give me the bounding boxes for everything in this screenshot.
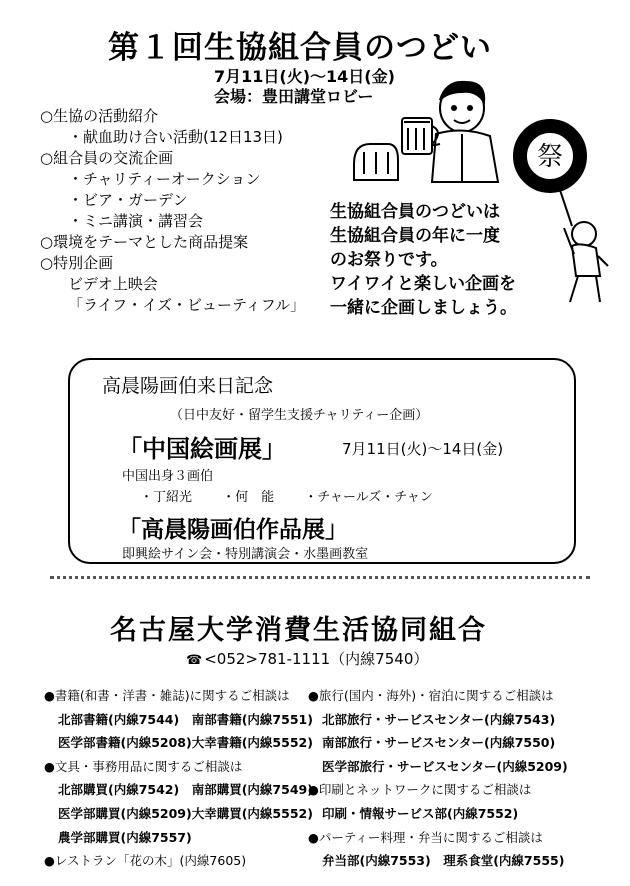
- list-item: ○環境をテーマとした商品提案: [40, 233, 249, 251]
- list-item: ビデオ上映会: [68, 275, 158, 293]
- contact-entry: 印刷・情報サービス部(内線7552): [322, 805, 519, 821]
- painter-name: ・何 能: [222, 490, 275, 505]
- contact-entry: 弁当部(内線7553) 理系食堂(内線7555): [322, 853, 565, 869]
- message-line: 一緒に企画しましょう。: [330, 298, 517, 318]
- contact-category: ●パーティー料理・弁当に関するご相談は: [308, 829, 543, 845]
- contact-category: ●文具・事務用品に関するご相談は: [44, 758, 243, 774]
- contact-category: ●書籍(和書・洋書・雑誌)に関するご相談は: [44, 688, 290, 703]
- list-item: ・ミニ講演・講習会: [68, 212, 204, 230]
- phone-number: <052>781-1111（内線7540）: [204, 650, 429, 668]
- message-line: 生協組合員のつどいは: [330, 202, 500, 222]
- festival-message: [330, 200, 517, 320]
- message-line: のお祭りです。: [330, 250, 448, 270]
- painter-name: ・チャールズ・チャン: [304, 490, 433, 505]
- list-item: ○組合員の交流企画: [40, 149, 174, 167]
- exhibition-1-dates: 7月11日(火)〜14日(金): [342, 440, 504, 458]
- coop-name: 名古屋大学消費生活協同組合: [110, 615, 487, 646]
- list-item: ○特別企画: [40, 254, 114, 272]
- list-item: ・献血助け合い活動(12日13日): [68, 128, 283, 146]
- message-line: 生協組合員の年に一度: [330, 226, 500, 246]
- page-title: 第１回生協組合員のつどい: [108, 30, 492, 66]
- list-item: ○生協の活動紹介: [40, 107, 159, 125]
- list-item: 「ライフ・イズ・ビューティフル」: [68, 296, 306, 314]
- contact-entry: 北部購買(内線7542) 南部購買(内線7549): [58, 782, 313, 798]
- contact-category: ●レストラン「花の木」(内線7605): [44, 853, 247, 869]
- program-list: [40, 106, 305, 316]
- contact-entry: 北部書籍(内線7544) 南部書籍(内線7551): [58, 711, 313, 727]
- exhibition-events: 即興絵サイン会・特別講演会・水墨画教室: [122, 547, 369, 562]
- exhibition-subheading: （日中友好・留学生支援チャリティー企画）: [170, 408, 429, 423]
- contact-entry: 医学部書籍(内線5208)大幸書籍(内線5552): [58, 735, 313, 751]
- dotted-divider: [50, 576, 590, 579]
- man-with-beer-illustration: [350, 74, 510, 184]
- event-venue: 会場：豊田講堂ロビー: [214, 87, 374, 106]
- contact-category: ●旅行(国内・海外)・宿泊に関するご相談は: [308, 688, 554, 703]
- exhibition-1-title: 「中国絵画展」: [118, 435, 286, 463]
- coop-phone: [186, 648, 428, 669]
- event-dates: 7月11日(火)〜14日(金): [214, 67, 395, 86]
- contact-entry: 農学部購買(内線7557): [58, 829, 192, 845]
- message-line: ワイワイと楽しい企画を: [330, 274, 516, 294]
- contacts-left-column: [44, 684, 313, 873]
- painters-origin: 中国出身３画伯: [122, 469, 214, 484]
- painter-list: [140, 486, 459, 505]
- telephone-icon: ☎: [186, 653, 203, 668]
- exhibition-2-title: 「高晨陽画伯作品展」: [118, 517, 348, 543]
- list-item: ・チャリティーオークション: [68, 170, 261, 188]
- contact-entry: 南部旅行・サービスセンター(内線7550): [322, 735, 556, 751]
- contact-category: ●印刷とネットワークに関するご相談は: [308, 782, 532, 798]
- contact-entry: 北部旅行・サービスセンター(内線7543): [322, 711, 556, 727]
- contact-entry: 医学部購買(内線5209)大幸購買(内線5552): [58, 805, 313, 821]
- contacts-right-column: [308, 684, 568, 873]
- exhibition-heading: 高晨陽画伯来日記念: [102, 375, 274, 397]
- contact-entry: 医学部旅行・サービスセンター(内線5209): [322, 758, 568, 774]
- painter-name: ・丁紹光: [140, 490, 193, 505]
- festival-character: 祭: [536, 142, 564, 172]
- list-item: ・ビア・ガーデン: [68, 191, 188, 209]
